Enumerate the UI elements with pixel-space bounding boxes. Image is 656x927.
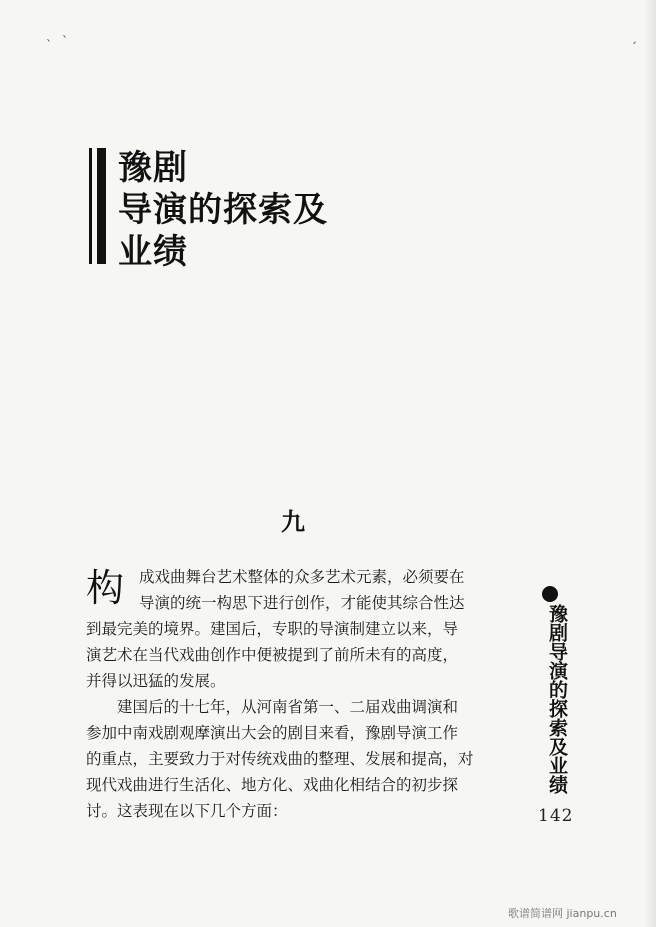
chapter-title-line-1: 豫剧: [118, 148, 188, 188]
chapter-title-line-2: 导演的探索及: [118, 190, 328, 230]
paragraph-1-line: 成戏曲舞台艺术整体的众多艺术元素，必须要在: [139, 568, 465, 586]
scan-speck: ˋ: [62, 34, 68, 48]
chapter-title-line-3: 业绩: [118, 232, 188, 272]
running-side-title: 豫剧导演的探索及业绩: [546, 604, 568, 794]
paragraph-2-line: 的重点，主要致力于对传统戏曲的整理、发展和提高，对: [86, 750, 474, 768]
paragraph-1-line: 并得以迅猛的发展。: [86, 672, 226, 690]
title-bar-thin: [89, 148, 92, 264]
scan-speck: ˋ: [46, 38, 52, 52]
paragraph-2-line: 参加中南戏剧观摩演出大会的剧目来看，豫剧导演工作: [86, 724, 459, 742]
paragraph-1-line: 到最完美的境界。建国后，专职的导演制建立以来，导: [86, 620, 459, 638]
page-edge-shadow: [644, 0, 656, 927]
section-number: 九: [281, 508, 305, 536]
paragraph-2-line: 现代戏曲进行生活化、地方化、戏曲化相结合的初步探: [86, 776, 459, 794]
paragraph-2-line: 建国后的十七年，从河南省第一、二届戏曲调演和: [117, 698, 459, 716]
paragraph-1-line: 演艺术在当代戏曲创作中便被提到了前所未有的高度，: [86, 646, 459, 664]
title-decoration-bars: [89, 148, 107, 264]
bullet-dot-icon: [542, 586, 558, 602]
paragraph-1-line: 导演的统一构思下进行创作，才能使其综合性达: [139, 594, 465, 612]
title-bar-thick: [97, 148, 106, 264]
site-watermark: 歌谱简谱网 jianpu.cn: [508, 907, 617, 920]
scan-speck: ˏ: [631, 30, 637, 44]
paragraph-2-line: 讨。这表现在以下几个方面：: [86, 802, 288, 820]
page-number: 142: [538, 806, 574, 826]
drop-cap: 构: [86, 566, 125, 610]
